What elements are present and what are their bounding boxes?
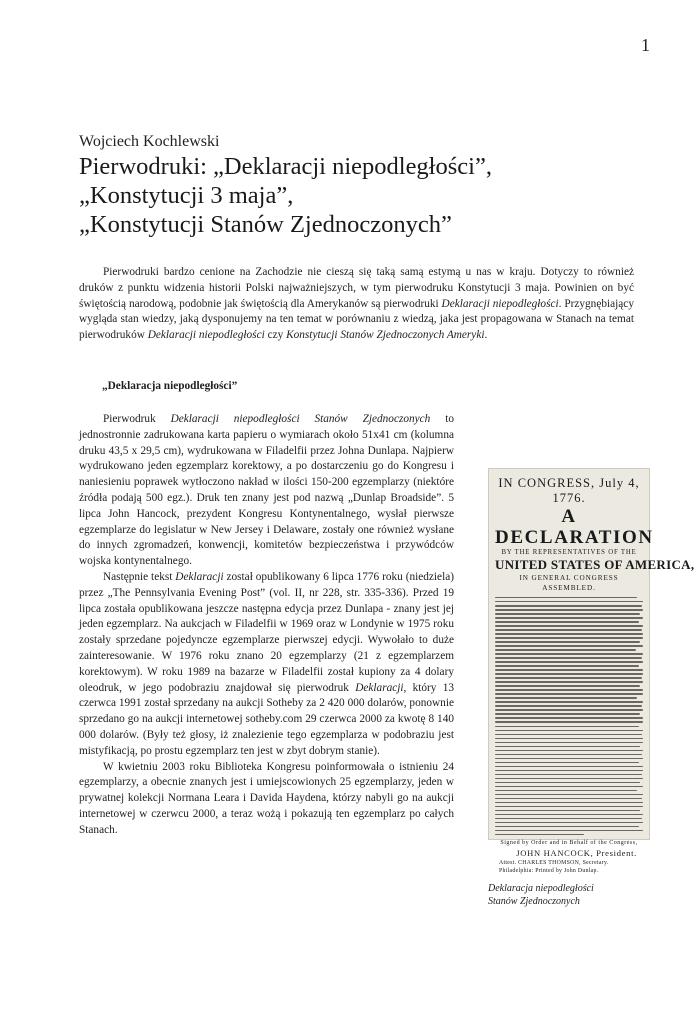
doc-text-line <box>495 810 640 811</box>
doc-heading-representatives: BY THE REPRESENTATIVES OF THE <box>501 549 637 556</box>
doc-body-text-lines <box>495 597 643 835</box>
doc-text-line <box>495 681 643 682</box>
doc-heading-usa: UNITED STATES OF AMERICA, <box>495 557 694 572</box>
doc-text-line <box>495 794 643 795</box>
doc-text-line <box>495 597 637 598</box>
section-heading: „Deklaracja niepodległości” <box>102 380 238 392</box>
doc-text-line <box>495 657 642 658</box>
doc-text-line <box>495 738 643 739</box>
title-line: „Konstytucji Stanów Zjednoczonych” <box>79 211 452 238</box>
caption-line: Stanów Zjednoczonych <box>488 896 580 907</box>
doc-heading-congress: IN CONGRESS, July 4, 1776. <box>498 476 640 505</box>
doc-text-line <box>495 786 643 787</box>
doc-text-line <box>495 742 643 743</box>
doc-text-line <box>495 778 643 779</box>
doc-attest-line: Attest. CHARLES THOMSON, Secretary. <box>499 860 609 866</box>
doc-text-line <box>495 726 639 727</box>
doc-text-line <box>495 633 643 634</box>
doc-text-line <box>495 645 643 646</box>
doc-text-line <box>495 661 643 662</box>
doc-text-line <box>495 629 642 630</box>
doc-text-line <box>495 637 643 638</box>
doc-text-line <box>495 750 643 751</box>
doc-text-line <box>495 717 643 718</box>
doc-text-line <box>495 649 636 650</box>
doc-signed-line: Signed by Order and in Behalf of the Congress, <box>500 840 638 846</box>
body-paragraph: Pierwodruk Deklaracji niepodległości Stanów Zjednoczonych to jednostronnie zadrukowana karta papieru o wymiarach około 51x41 cm (kolumna druku 43,5 x 29,5 cm), wydrukowana w Filadelfii przez Johna Dunlapa. Najpierw wydrukowano jeden egzemplarz korektowy, a po dostarczeniu go do Kongresu i naniesieniu poprawek wytłoczono nakład w ilości 150-200 egzemplarzy (niektóre źródła podają 500 egz.). Druk ten znany jest pod nazwą „Dunlap Broadside”. 5 lipca John Hancock, prezydent Kongresu Kontynentalnego, wysłał pierwsze egzemplarze do legislatur w New Jersey i Delaware, zostały one również wysłane do innych zgromadzeń, konwencji, komitetów bezpieczeństwa i przywódców wojska kontynentalnego. <box>79 413 454 568</box>
doc-text-line <box>495 782 640 783</box>
doc-text-line <box>495 770 643 771</box>
doc-text-line <box>495 625 643 626</box>
doc-text-line <box>495 665 639 666</box>
doc-text-line <box>495 802 643 803</box>
doc-text-line <box>495 830 643 831</box>
doc-text-line <box>495 826 639 827</box>
doc-text-line <box>495 613 640 614</box>
doc-text-line <box>495 705 642 706</box>
doc-text-line <box>495 762 639 763</box>
doc-text-line <box>495 734 642 735</box>
title-line: „Konstytucji 3 maja”, <box>79 182 294 209</box>
intro-paragraph: Pierwodruki bardzo cenione na Zachodzie nie cieszą się taką samą estymą u nas w kraju. Dotyczy to również druków z punktu widzenia historii Polski najważniejszych, w tym pierwodruku Konstytucji 3 maja. Powinien on być świętością narodową, podobnie jak świętością dla Amerykanów są pierwodruki Deklaracji niepodległości. Przygnębiający wygląda stan wiedzy, jaką dysponujemy na ten temat w porównaniu z wiedzą, jaka jest propagowana w Stanach na temat pierwodruków Deklaracji niepodległości czy Konstytucji Stanów Zjednoczonych Ameryki. <box>79 266 634 342</box>
doc-text-line <box>495 774 642 775</box>
doc-printer-line: Philadelphia: Printed by John Dunlap. <box>499 868 599 874</box>
doc-text-line <box>495 617 643 618</box>
doc-text-line <box>495 693 643 694</box>
doc-text-line <box>495 754 642 755</box>
doc-text-line <box>495 669 643 670</box>
page-number: 1 <box>641 35 650 55</box>
body-paragraph: Następnie tekst Deklaracji został opublikowany 6 lipca 1776 roku (niedziela) przez „The Pennsylvania Evening Post” (vol. II, nr 228, str. 335-336). Przed 19 lipca została opublikowana jeszcze następna edycja przez Dunlapa - znany jest jej jeden egzemplarz. Na aukcjach w Filadelfii w 1969 oraz w Londynie w 1975 roku zostały sprzedane pojedyncze egzemplarze pierwszej edycji. Wywołało to duże zainteresowanie. W 1976 roku znano 20 egzemplarzy (21 z egzemplarzem korektowym). W roku 1989 na bazarze w Filadelfii został kupiony za 4 dolary oleodruk, w jego podobraziu znajdował się pierwodruk Deklaracji, który 13 czerwca 1991 został sprzedany na aukcji Sotheby za 2 420 000 dolarów, ponownie sprzedano go na aukcji internetowej sotheby.com 29 czerwca 2000 za kwotę 8 140 000 dolarów. (Były też głosy, iż znalezienie tego egzemplarza w podobraziu jest mistyfikacją, po prostu egzemplarz ten jest w zbyt dobrym stanie). <box>79 570 454 757</box>
doc-heading-assembled: IN GENERAL CONGRESS ASSEMBLED. <box>519 574 619 592</box>
doc-text-line <box>495 713 640 714</box>
article-title <box>79 152 659 239</box>
doc-text-line <box>495 641 640 642</box>
doc-hancock-signature: JOHN HANCOCK, President. <box>516 848 637 858</box>
doc-text-line <box>495 605 642 606</box>
doc-text-line <box>495 766 643 767</box>
doc-text-line <box>495 673 643 674</box>
doc-text-line <box>495 790 637 791</box>
doc-text-line <box>495 701 643 702</box>
doc-text-line <box>495 709 643 710</box>
author-name: Wojciech Kochlewski <box>79 133 220 150</box>
doc-text-line <box>495 689 643 690</box>
doc-text-line <box>495 818 642 819</box>
doc-text-line <box>495 814 643 815</box>
doc-text-line <box>495 822 643 823</box>
doc-text-line <box>495 746 640 747</box>
doc-text-line <box>495 721 643 722</box>
body-paragraph: W kwietniu 2003 roku Biblioteka Kongresu poinformowała o istnieniu 24 egzemplarzy, a obecnie znanych jest i umiejscowionych 25 egzemplarzy, jeden w prywatnej kolekcji Normana Leara i Davida Haydena, którzy nabyli go na aukcji internetowej w czerwcu 2000, a teraz wożą i pokazują ten egzemplarz po całych Stanach. <box>79 760 454 836</box>
title-line: Pierwodruki: „Deklaracji niepodległości”, <box>79 153 492 180</box>
figure-caption <box>488 882 648 908</box>
doc-heading-declaration: A DECLARATION <box>495 506 654 548</box>
doc-text-line <box>495 798 642 799</box>
doc-text-line <box>495 758 643 759</box>
doc-text-line <box>495 621 639 622</box>
doc-text-line <box>495 677 642 678</box>
doc-text-line <box>495 697 637 698</box>
doc-text-line <box>495 653 643 654</box>
doc-text-line <box>495 806 643 807</box>
declaration-broadside-image <box>488 468 694 874</box>
doc-text-line <box>495 601 643 602</box>
doc-text-line <box>495 609 643 610</box>
doc-text-line <box>495 685 640 686</box>
caption-line: Deklaracja niepodległości <box>488 883 594 894</box>
doc-text-line <box>495 730 643 731</box>
doc-text-line <box>495 834 584 835</box>
